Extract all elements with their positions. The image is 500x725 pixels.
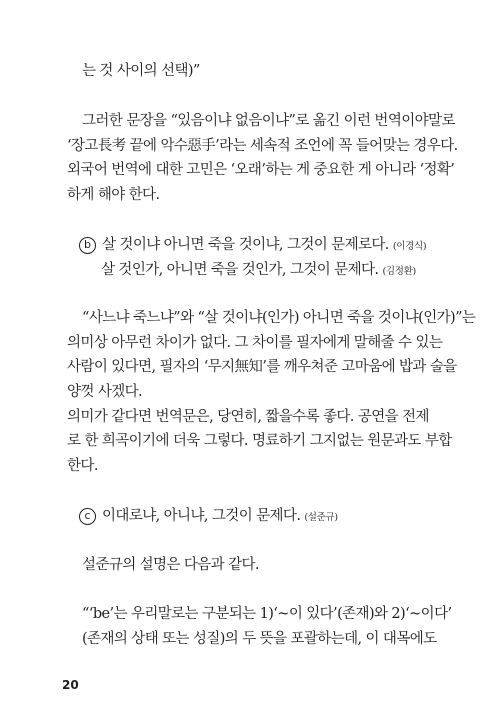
- example-b-text-2: 살 것인가, 아니면 죽을 것인가, 그것이 문제다.: [101, 262, 379, 278]
- paragraph-3-line-1: “사느냐 죽느냐”와 “살 것이냐(인가) 아니면 죽을 것이냐(인가)”는: [82, 310, 476, 326]
- example-b-line-1: [79, 235, 426, 257]
- example-b-source-1: (이경식): [392, 241, 427, 252]
- example-c-line-1: [79, 506, 338, 528]
- example-b-line-2: [101, 260, 416, 282]
- paragraph-3-line-2: 의미상 아무런 차이가 없다. 그 차이를 필자에게 말해줄 수 있는: [67, 335, 443, 351]
- paragraph-1-line-1: 는 것 사이의 선택)”: [82, 63, 200, 79]
- paragraph-2-line-3: 외국어 번역에 대한 고민은 ‘오래’하는 게 중요한 게 아니라 ‘정확’: [67, 162, 455, 178]
- paragraph-4-line-1: 의미가 같다면 번역문은, 당연히, 짧을수록 좋다. 공연을 전제: [67, 409, 429, 425]
- example-c-source-1: (설준규): [304, 512, 338, 523]
- example-c-marker: c: [79, 508, 96, 525]
- example-c-text-1: 이대로냐, 아니냐, 그것이 문제다.: [102, 508, 301, 524]
- paragraph-3-line-4: 양껏 사겠다.: [67, 384, 143, 400]
- paragraph-4-line-2: 로 한 희곡이기에 더욱 그렇다. 명료하기 그지없는 원문과도 부합: [67, 433, 452, 449]
- example-b-text-1: 살 것이냐 아니면 죽을 것이냐, 그것이 문제로다.: [102, 237, 389, 253]
- paragraph-6-line-2: (존재의 상태 또는 성질)의 두 뜻을 포괄하는데, 이 대목에도: [82, 631, 437, 647]
- paragraph-2-line-2: ‘장고長考 끝에 악수惡手’라는 세속적 조언에 꼭 들어맞는 경우다.: [67, 138, 458, 154]
- paragraph-4-line-3: 한다.: [67, 458, 98, 474]
- paragraph-6-line-1: “‘be’는 우리말로는 구분되는 1)‘~이 있다’(존재)와 2)‘~이다’: [82, 606, 452, 622]
- paragraph-2-line-1: 그러한 문장을 “있음이냐 없음이냐”로 옮긴 이런 번역이야말로: [82, 113, 455, 129]
- paragraph-2-line-4: 하게 해야 한다.: [67, 187, 160, 203]
- paragraph-3-line-3: 사람이 있다면, 필자의 ‘무지無知’를 깨우쳐준 고마움에 밥과 술을: [67, 359, 457, 375]
- example-b-source-2: (김정환): [382, 266, 416, 277]
- page-number: 20: [62, 678, 79, 692]
- example-b-marker: b: [79, 237, 96, 254]
- paragraph-5-line-1: 설준규의 설명은 다음과 같다.: [82, 557, 259, 573]
